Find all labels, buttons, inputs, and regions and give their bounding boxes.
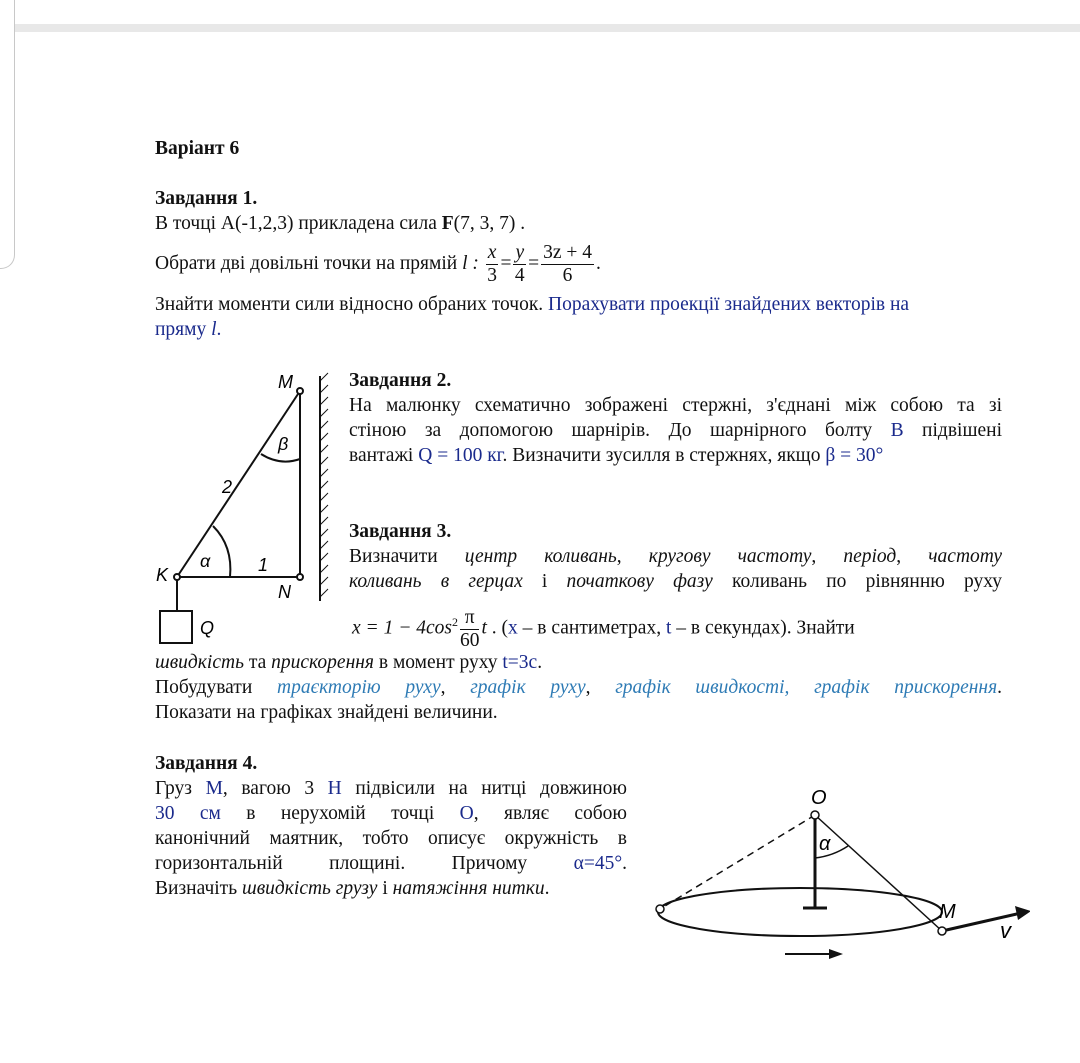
label-N: N	[278, 582, 291, 602]
equation-variable: t	[481, 617, 487, 639]
label-alpha: α	[200, 551, 211, 571]
fraction-numerator: 3z + 4	[543, 242, 592, 264]
fraction-denominator: 60	[459, 629, 480, 651]
line-end: .	[216, 319, 222, 340]
task1-line3	[155, 292, 909, 317]
fraction-denominator: 4	[514, 265, 525, 287]
term-velocity-acceleration-graphs: графік швидкості, графік прискорення	[615, 677, 998, 698]
label-Q: Q	[200, 618, 215, 638]
line-end: .	[596, 253, 601, 274]
task4-text: підвісили на нитці довжиною	[341, 778, 627, 799]
term-motion-graph: графік руху	[470, 677, 586, 698]
task4-text: Визначіть	[155, 878, 242, 899]
task1-line3-highlight: Порахувати проекції знайдених векторів на	[548, 294, 910, 315]
equation-fraction	[460, 607, 480, 652]
task3-text: та	[243, 652, 272, 673]
equals-sign: =	[528, 253, 540, 274]
length-value: 30 см	[155, 803, 221, 824]
task3-text: – в сантиметрах,	[517, 617, 666, 639]
task4-text: , вагою 3	[222, 778, 328, 799]
equation-power: 2	[451, 615, 458, 629]
hinge-N	[297, 574, 303, 580]
task2-line3	[349, 443, 883, 468]
term-center: центр коливань	[464, 546, 617, 567]
line-variable: l :	[462, 253, 479, 274]
rod-2	[177, 391, 300, 577]
task1-line4	[155, 317, 221, 342]
trajectory-ellipse	[658, 888, 942, 936]
task3-text: – в секундах). Знайти	[671, 617, 855, 639]
task4-text: і	[377, 878, 393, 899]
label-rod-1: 1	[258, 555, 269, 575]
task3-text: в момент руху	[373, 652, 503, 673]
comma: ,	[616, 546, 649, 567]
comma: ,	[585, 677, 616, 698]
term-period: період	[843, 546, 897, 567]
term-trajectory: траєкторію руху	[276, 677, 441, 698]
task1-line1-text: В точці А(-1,2,3) прикладена сила	[155, 213, 442, 234]
fraction-z	[541, 242, 594, 287]
term-angular-frequency: кругову частоту	[648, 546, 812, 567]
term-initial-phase: початкову фазу	[566, 571, 713, 592]
term-speed: швидкість грузу	[241, 878, 378, 899]
task3-line4	[155, 650, 542, 675]
period: .	[537, 652, 543, 673]
term-frequency: частоту	[928, 546, 1003, 567]
label-O: O	[811, 787, 827, 809]
fraction-y	[513, 242, 526, 287]
rods-wall-figure	[150, 366, 340, 656]
label-rod-2: 2	[222, 477, 233, 497]
task4-text: , являє собою	[473, 803, 627, 824]
task4-line4	[155, 851, 627, 876]
task3-equation-line	[352, 598, 1002, 653]
top-toolbar-area	[0, 0, 1080, 24]
task4-line5	[155, 876, 550, 901]
hinge-M	[297, 388, 303, 394]
task3-text: і	[522, 571, 567, 592]
velocity-arrowhead	[1015, 906, 1030, 920]
bolt-label: В	[890, 420, 904, 441]
wall-hatching	[320, 373, 328, 597]
task4-title: Завдання 4.	[155, 753, 258, 774]
task3-line1	[349, 544, 1002, 569]
term-velocity: швидкість	[155, 652, 244, 673]
force-components: (7, 3, 7) .	[453, 213, 526, 234]
task4-text: Груз	[155, 778, 206, 799]
task3-text: коливань по рівнянню руху	[712, 571, 1002, 592]
task2-line3-text: вантажі	[349, 445, 419, 466]
pivot-O	[811, 811, 819, 819]
period: .	[622, 853, 627, 874]
task1-line2-text: Обрати дві довільні точки на прямій	[155, 253, 463, 274]
task4-line2	[155, 801, 627, 826]
task3-line6: Показати на графіках знайдені величини.	[155, 702, 498, 723]
task3-text: Визначити	[349, 546, 465, 567]
var-t: t	[665, 617, 672, 639]
string-dashed	[660, 815, 815, 909]
hinge-K	[174, 574, 180, 580]
task3-title: Завдання 3.	[349, 521, 452, 542]
var-x: x	[508, 617, 518, 639]
label-beta: β	[278, 434, 289, 454]
mass-opposite	[656, 905, 664, 913]
variant-title: Варіант 6	[155, 138, 240, 159]
task2-line2-text: стіною за допомогою шарнірів. До шарнірного болту	[349, 420, 891, 441]
label-M: M	[278, 372, 293, 392]
top-divider	[0, 24, 1080, 32]
task2-line2	[349, 418, 1002, 443]
string	[815, 815, 942, 931]
line-variable: l	[211, 319, 217, 340]
conical-pendulum-figure	[645, 780, 1030, 1005]
task3-line5	[155, 675, 1002, 700]
task2-line3-mid: . Визначити зусилля в стержнях, якщо	[502, 445, 826, 466]
task2-title: Завдання 2.	[349, 370, 452, 391]
label-alpha: α	[819, 833, 831, 855]
mass-M	[938, 927, 946, 935]
task3-line2	[349, 569, 1002, 594]
time-value: t=3c	[502, 652, 538, 673]
fraction-numerator: π	[460, 607, 480, 630]
comma: ,	[896, 546, 929, 567]
task1-title: Завдання 1.	[155, 188, 258, 209]
mass-label: М	[205, 778, 223, 799]
unit-newton: Н	[327, 778, 342, 799]
task4-line3: канонічний маятник, тобто описує окружність в	[155, 828, 627, 849]
load-value: Q = 100 кг	[418, 445, 503, 466]
task1-line2	[155, 240, 601, 288]
term-frequency-hz: коливань в герцах	[349, 571, 523, 592]
task1-line3-text: Знайти моменти сили відносно обраних точок.	[155, 294, 549, 315]
task1-line4-text: пряму	[155, 319, 212, 340]
fraction-numerator: x	[487, 242, 497, 264]
fraction-denominator: 6	[562, 265, 573, 287]
force-symbol: F	[441, 213, 454, 234]
load-box	[160, 611, 192, 643]
period: .	[544, 878, 550, 899]
direction-arrowhead	[829, 949, 843, 959]
task2-line2-end: підвішені	[903, 420, 1002, 441]
term-tension: натяжіння нитки	[392, 878, 545, 899]
equation-end: .	[486, 617, 497, 639]
task1-line1	[155, 211, 525, 236]
equals-sign: =	[500, 253, 512, 274]
task4-line1	[155, 776, 627, 801]
label-v: v	[1000, 918, 1011, 943]
task4-text: горизонтальній площині. Причому	[155, 853, 574, 874]
alpha-value: α=45°	[573, 853, 623, 874]
task4-text: в нерухомій точці	[220, 803, 460, 824]
beta-arc	[261, 454, 300, 462]
term-acceleration: прискорення	[271, 652, 374, 673]
label-K: K	[156, 565, 169, 585]
alpha-arc	[213, 526, 230, 577]
fraction-numerator: y	[515, 242, 525, 264]
side-panel-edge	[0, 0, 15, 269]
fraction-denominator: 3	[487, 265, 497, 287]
task2-line1: На малюнку схематично зображені стержні, з'єднані між собою та зі	[349, 395, 1002, 416]
task3-text: (	[496, 617, 509, 639]
point-O: О	[459, 803, 474, 824]
fraction-x	[486, 242, 499, 287]
task3-text: Побудувати	[155, 677, 277, 698]
period: .	[997, 677, 1003, 698]
beta-value: β = 30°	[825, 445, 884, 466]
equation: x = 1 − 4cos	[352, 617, 452, 639]
comma: ,	[440, 677, 471, 698]
comma: ,	[811, 546, 844, 567]
label-M: M	[939, 901, 956, 923]
